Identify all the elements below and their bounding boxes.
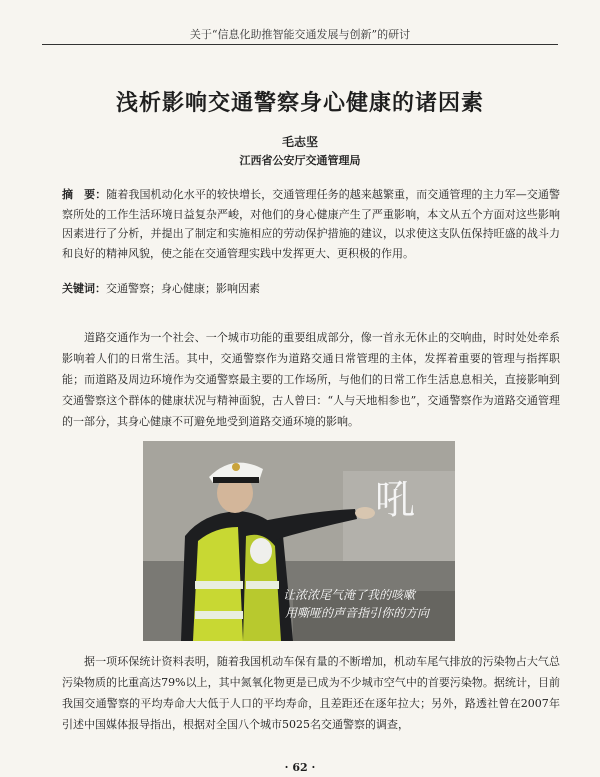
body-paragraph-1: 道路交通作为一个社会、一个城市功能的重要组成部分，像一首永无休止的交响曲，时时处处牵系影响着人们的日常生活。其中，交通警察作为道路交通日常管理的主体，发挥着重要的管理与指挥职能；而道路及周边环境作为交通警察最主要的工作场所，与他们的日常工作生活息息相关，直接影响到交通警察这个群体的健康状况与精神面貌，古人曾曰：“人与天地相参也”，交通警察作为道路交通管理的一部分，其身心健康不可避免地受到道路交通环境的影响。 (62, 331, 560, 428)
abstract-label: 摘 要： (62, 188, 107, 201)
running-header: 关于“信息化助推智能交通发展与创新”的研讨 (189, 28, 411, 41)
author-affiliation: 江西省公安厅交通管理局 (239, 154, 361, 167)
photo-caption-line-1: 让浓浓尾气淹了我的咳嗽 (283, 588, 416, 602)
abstract-text: 随着我国机动化水平的较快增长，交通管理任务的越来越繁重，而交通管理的主力军—交通警察所处的工作生活环境日益复杂严峻，对他们的身心健康产生了严重影响，本文从五个方面对这些影响因素进行了分析，并提出了制定和实施相应的劳动保护措施的建议，以求使这支队伍保持旺盛的战斗力和良好的精神风貌，使之能在交通管理实践中发挥更大、更积极的作用。 (62, 188, 561, 260)
keywords (62, 280, 560, 296)
keywords-text: 交通警察；身心健康；影响因素 (106, 282, 260, 295)
article-title: 浅析影响交通警察身心健康的诸因素 (115, 91, 484, 116)
author-name: 毛志坚 (281, 135, 318, 149)
header-rule (42, 44, 558, 45)
keywords-label: 关键词： (62, 282, 106, 295)
photo-illustration (143, 441, 455, 641)
body-paragraph-2: 据一项环保统计资料表明，随着我国机动车保有量的不断增加，机动车尾气排放的污染物占大气总污染物质的比重高达79%以上，其中氮氧化物更是已成为不少城市空气中的首要污染物。据统计，目前我国交通警察的平均寿命大大低于人口的平均寿命，且差距还在逐年拉大；另外，路透社曾在2007年引述中国媒体报导指出，根据对全国八个城市5025名交通警察的调查， (62, 655, 560, 731)
photo-caption-line-2: 用嘶哑的声音指引你的方向 (285, 606, 430, 620)
page-number: · 62 · (284, 761, 316, 774)
traffic-police-photo (143, 441, 455, 641)
abstract (62, 185, 560, 263)
calligraphy-character: 吼 (375, 477, 415, 523)
